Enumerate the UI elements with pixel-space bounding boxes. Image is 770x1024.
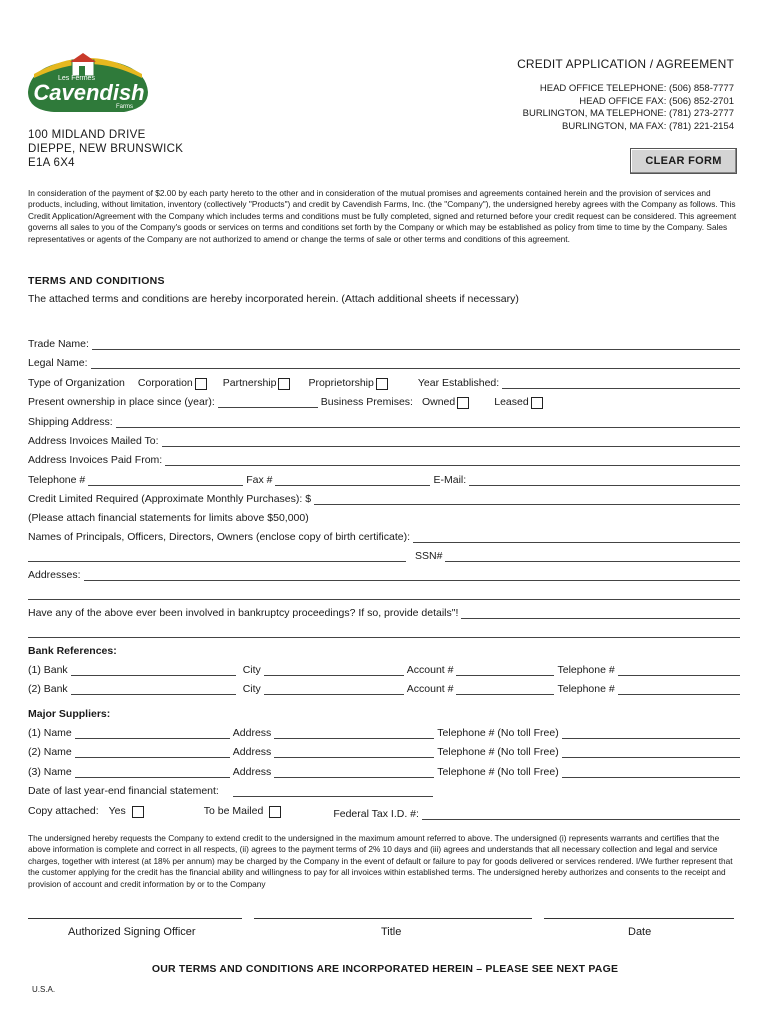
- invoices-paid-field[interactable]: [165, 454, 740, 466]
- email-field[interactable]: [469, 474, 740, 486]
- shipping-address-field[interactable]: [116, 416, 740, 428]
- credit-limit-label: Credit Limited Required (Approximate Monthly Purchases): $: [28, 493, 312, 505]
- bank-1-city-field[interactable]: [264, 664, 404, 676]
- partnership-label: Partnership: [222, 377, 277, 389]
- present-ownership-field[interactable]: [218, 396, 318, 408]
- bank-references-heading: Bank References:: [28, 645, 117, 657]
- leased-checkbox[interactable]: [531, 397, 543, 409]
- invoices-paid-label: Address Invoices Paid From:: [28, 454, 163, 466]
- corporation-checkbox[interactable]: [195, 378, 207, 390]
- bank-2-label: (2) Bank: [28, 683, 68, 695]
- names-officers-field-2[interactable]: [28, 550, 406, 562]
- title-line[interactable]: [254, 917, 532, 919]
- bank-2-field[interactable]: [71, 683, 236, 695]
- supplier-2-telephone-field[interactable]: [562, 746, 740, 758]
- invoices-mailed-field[interactable]: [162, 435, 740, 447]
- supplier-2-address-field[interactable]: [274, 746, 434, 758]
- major-suppliers-heading: Major Suppliers:: [28, 708, 111, 720]
- supplier-3-name-label: (3) Name: [28, 766, 72, 778]
- supplier-3-address-label: Address: [232, 766, 272, 778]
- terms-text: The attached terms and conditions are hereby incorporated herein. (Attach additional sheets if necessary): [28, 293, 519, 305]
- region-label: U.S.A.: [32, 985, 56, 994]
- supplier-1-name-field[interactable]: [75, 727, 230, 739]
- copy-attached-label: Copy attached:: [28, 805, 99, 817]
- supplier-1-telephone-field[interactable]: [562, 727, 740, 739]
- attach-financial-note: (Please attach financial statements for limits above $50,000): [28, 512, 309, 524]
- proprietorship-label: Proprietorship: [308, 377, 374, 389]
- supplier-2-address-label: Address: [232, 746, 272, 758]
- yes-label: Yes: [108, 805, 126, 817]
- supplier-2-telephone-label: Telephone # (No toll Free): [437, 746, 559, 758]
- proprietorship-checkbox[interactable]: [376, 378, 388, 390]
- to-be-mailed-label: To be Mailed: [203, 805, 264, 817]
- bank-1-city-label: City: [242, 664, 261, 676]
- brand-tagline-bottom: Farms: [116, 104, 133, 110]
- bank-2-city-field[interactable]: [264, 683, 404, 695]
- footer-notice: OUR TERMS AND CONDITIONS ARE INCORPORATED HEREIN – PLEASE SEE NEXT PAGE: [151, 963, 619, 975]
- bank-2-account-field[interactable]: [456, 683, 554, 695]
- bankruptcy-field[interactable]: [461, 607, 740, 619]
- ssn-label: SSN#: [415, 550, 443, 562]
- email-label: E-Mail:: [433, 474, 467, 486]
- supplier-2-name-field[interactable]: [75, 746, 230, 758]
- supplier-3-name-field[interactable]: [75, 766, 230, 778]
- contact-line: HEAD OFFICE TELEPHONE: (506) 858-7777: [539, 83, 734, 94]
- address-line: DIEPPE, NEW BRUNSWICK: [28, 143, 184, 155]
- bank-1-telephone-label: Telephone #: [557, 664, 615, 676]
- addresses-field[interactable]: [84, 569, 740, 581]
- signature-line[interactable]: [28, 917, 242, 919]
- invoices-mailed-label: Address Invoices Mailed To:: [28, 435, 159, 447]
- owned-checkbox[interactable]: [457, 397, 469, 409]
- telephone-label: Telephone #: [28, 474, 86, 486]
- bank-1-telephone-field[interactable]: [618, 664, 740, 676]
- contact-block: [523, 83, 734, 133]
- supplier-3-telephone-field[interactable]: [562, 766, 740, 778]
- shipping-address-label: Shipping Address:: [28, 416, 113, 428]
- clear-form-button[interactable]: CLEAR FORM: [630, 148, 737, 174]
- supplier-3-telephone-label: Telephone # (No toll Free): [437, 766, 559, 778]
- bank-2-account-label: Account #: [406, 683, 454, 695]
- contact-line: HEAD OFFICE FAX: (506) 852-2701: [579, 95, 734, 107]
- year-established-field[interactable]: [502, 377, 740, 389]
- contact-line: BURLINGTON, MA TELEPHONE: (781) 273-2777: [522, 108, 734, 119]
- agreement-paragraph: The undersigned hereby requests the Company to extend credit to the undersigned in the maximum amount referred to above. The undersigned (i) represents warrants and certifies that the above information is complete and correct in all respects, (ii) agrees to the payment terms of 2% 10 days and (iii) agrees and understands that all necessary collection and legal and service charges, together with interest (at 18% per annum) may be charged by the Company in the event of default or failure to pay for goods delivered or services rendered. I/We further represent that the customer applying for the credit has the financial ability and willingness to pay for all invoices within established terms. The undersigned hereby authorizes and consents to the receipt and provision of account and credit information by or to the Company: [28, 833, 733, 889]
- fax-label: Fax #: [246, 474, 273, 486]
- intro-paragraph: In consideration of the payment of $2.00 by each party hereto to the other and in consideration of the mutual promises and agreements contained herein and the provision of services and products, including, without limitation, inventory (collectively "Products") and credit by Cavendish Farms, Inc. (the "Company"), the undersigned hereby agrees with the Company as follows. This Credit Application/Agreement with the Company which includes terms and conditions must be fully completed, signed and returned before your credit request can be considered. This agreement governs all sales to you of the Company's goods or services on terms and conditions set forth by the Company or which may be established as policy from time to time by the Company. Sales representatives or agents of the Company are not authorized to amend or change the terms of sale or other terms and conditions of this agreement.: [28, 188, 737, 244]
- company-address: [28, 128, 183, 170]
- bank-1-account-field[interactable]: [456, 664, 554, 676]
- trade-name-field[interactable]: [92, 338, 740, 350]
- org-type-label: Type of Organization: [28, 377, 125, 389]
- legal-name-label: Legal Name:: [28, 357, 88, 369]
- leased-label: Leased: [494, 396, 529, 408]
- date-line[interactable]: [544, 917, 734, 919]
- bank-2-telephone-field[interactable]: [618, 683, 740, 695]
- supplier-2-name-label: (2) Name: [28, 746, 72, 758]
- partnership-checkbox[interactable]: [278, 378, 290, 390]
- bankruptcy-label: Have any of the above ever been involved in bankruptcy proceedings? If so, provide details"!: [28, 607, 459, 619]
- brand-tagline-top: Les Fermes: [58, 75, 95, 82]
- trade-name-label: Trade Name:: [28, 338, 89, 350]
- financial-statement-date-field[interactable]: [233, 785, 433, 797]
- address-line: 100 MIDLAND DRIVE: [28, 129, 146, 141]
- fax-field[interactable]: [275, 474, 430, 486]
- supplier-3-address-field[interactable]: [274, 766, 434, 778]
- bank-2-city-label: City: [242, 683, 261, 695]
- form-title: CREDIT APPLICATION / AGREEMENT: [517, 57, 734, 71]
- date-label: Date: [628, 926, 652, 938]
- owned-label: Owned: [421, 396, 456, 408]
- federal-tax-field[interactable]: [422, 808, 740, 820]
- bank-1-account-label: Account #: [406, 664, 454, 676]
- bank-2-telephone-label: Telephone #: [557, 683, 615, 695]
- financial-statement-date-label: Date of last year-end financial statement:: [28, 785, 219, 797]
- corporation-label: Corporation: [137, 377, 193, 389]
- business-premises-label: Business Premises:: [320, 396, 413, 408]
- supplier-1-address-field[interactable]: [274, 727, 434, 739]
- bank-1-label: (1) Bank: [28, 664, 68, 676]
- supplier-1-address-label: Address: [232, 727, 272, 739]
- addresses-label: Addresses:: [28, 569, 81, 581]
- telephone-field[interactable]: [88, 474, 243, 486]
- legal-name-field[interactable]: [91, 357, 740, 369]
- brand-name: Cavendish: [33, 80, 145, 105]
- address-line: E1A 6X4: [28, 157, 75, 169]
- present-ownership-label: Present ownership in place since (year):: [28, 396, 215, 408]
- year-established-label: Year Established:: [417, 377, 500, 389]
- authorized-officer-label: Authorized Signing Officer: [68, 926, 196, 938]
- federal-tax-label: Federal Tax I.D. #:: [333, 808, 419, 820]
- to-be-mailed-checkbox[interactable]: [269, 806, 281, 818]
- terms-heading: TERMS AND CONDITIONS: [28, 275, 165, 287]
- addresses-field-2[interactable]: [28, 588, 740, 600]
- bankruptcy-field-2[interactable]: [28, 626, 740, 638]
- title-label: Title: [381, 926, 402, 938]
- credit-limit-field[interactable]: [314, 493, 740, 505]
- yes-checkbox[interactable]: [132, 806, 144, 818]
- supplier-1-name-label: (1) Name: [28, 727, 72, 739]
- ssn-field[interactable]: [445, 550, 740, 562]
- supplier-1-telephone-label: Telephone # (No toll Free): [437, 727, 559, 739]
- cavendish-logo: [24, 52, 154, 118]
- names-officers-field[interactable]: [413, 531, 740, 543]
- contact-line: BURLINGTON, MA FAX: (781) 221-2154: [562, 120, 734, 132]
- bank-1-field[interactable]: [71, 664, 236, 676]
- names-officers-label: Names of Principals, Officers, Directors, Owners (enclose copy of birth certificate):: [28, 531, 411, 543]
